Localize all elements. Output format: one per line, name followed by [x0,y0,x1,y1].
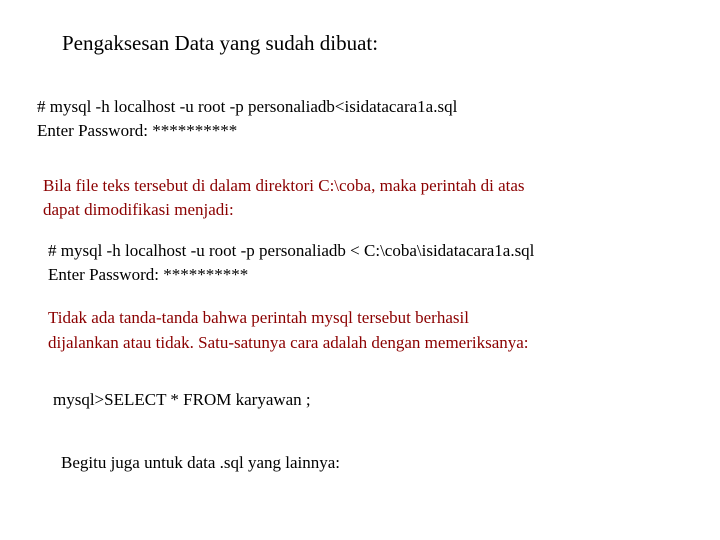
password-line-1: Enter Password: ********** [37,121,238,140]
footer-text: Begitu juga untuk data .sql yang lainnya: [61,453,341,472]
note-2-line-2: dijalankan atau tidak. Satu-satunya cara adalah dengan memeriksanya: [48,333,529,352]
password-line-2: Enter Password: ********** [48,265,249,284]
command-line-1: # mysql -h localhost -u root -p personaliadb<isidatacara1a.sql [37,97,458,116]
select-query-line: mysql>SELECT * FROM karyawan ; [53,390,311,409]
note-1-line-2: dapat dimodifikasi menjadi: [43,200,234,219]
command-line-2: # mysql -h localhost -u root -p personaliadb < C:\coba\isidatacara1a.sql [48,241,535,260]
note-1-line-1: Bila file teks tersebut di dalam direktori C:\coba, maka perintah di atas [43,176,525,195]
page-title: Pengaksesan Data yang sudah dibuat: [62,31,379,55]
note-2-line-1: Tidak ada tanda-tanda bahwa perintah mysql tersebut berhasil [48,308,469,327]
